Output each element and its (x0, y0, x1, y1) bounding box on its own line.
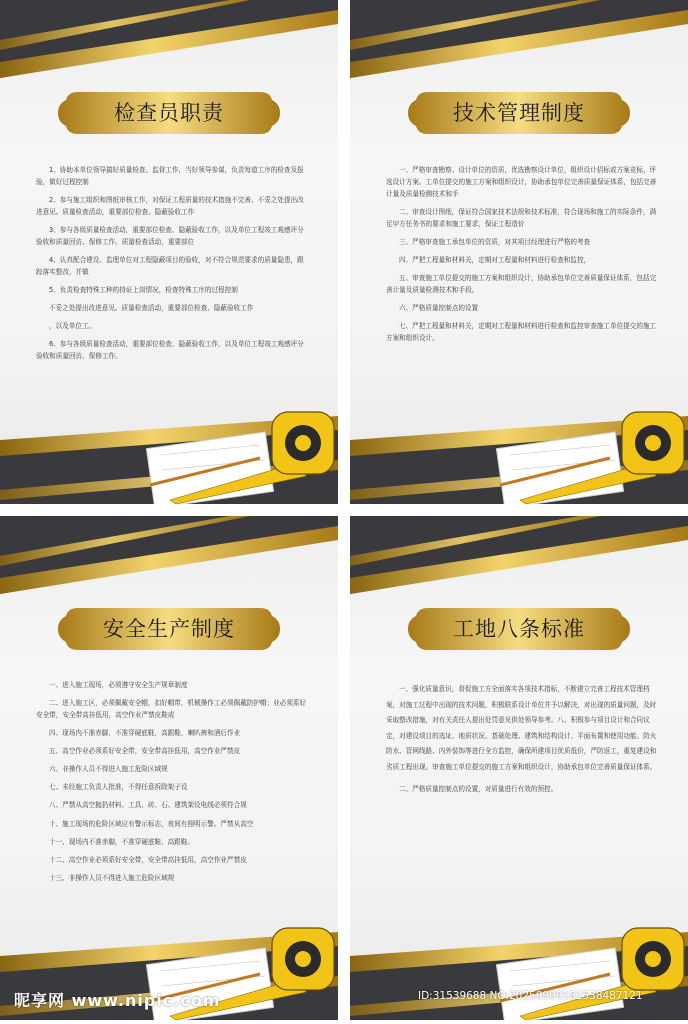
paragraph: 5、负责检查特殊工种的持证上岗情况，检查特殊工序的过程控制 (49, 286, 238, 294)
paragraph: 三、严格审查施工承包单位的资质，对其项目经理进行严格的考查 (399, 237, 591, 246)
watermark-id (418, 990, 643, 1002)
measuring-tape-illustration (140, 400, 338, 504)
duties-text (36, 165, 308, 369)
board-safety-production (0, 516, 338, 1020)
paragraph: 六、严格质量控制点的设置 (399, 304, 479, 313)
board-site-eight-standards (350, 516, 688, 1020)
watermark-logo (14, 988, 221, 1011)
safety-text (36, 680, 308, 891)
paragraph: 十、施工现场的危险区域应有警示标志，夜间有照明示警。严禁从高空 (49, 819, 254, 828)
paragraph: 4、认真配合建设、监理单位对工程隐蔽项目的验收，对不符合规范要求的质量隐患，跟踪落实整改，并做 (36, 256, 304, 276)
paragraph: 3、参与各级质量检查活动，重要部位检查、隐蔽验收工作，以及单位工程竣工观感评分验收和质量回访、保修工作。质量检查活动，重要部位 (36, 226, 304, 246)
title-banner (58, 604, 280, 654)
paragraph: 6、参与各级质量检查活动，重要部位检查、隐蔽验收工作，以及单位工程竣工观感评分验收和质量回访、保修工作。 (36, 340, 304, 361)
measuring-tape-illustration (490, 400, 688, 504)
board-title: 技术管理制度 (453, 101, 585, 125)
board-inspector-duties (0, 0, 338, 504)
paragraph: 十一、现场内不准赤脚，不准穿硬底鞋、高跟鞋。 (49, 837, 195, 846)
paragraph: 1、协助本单位领导搞好质量检查、监督工作，当好领导参谋，负责每道工序的检查及报验，做好过程控制 (36, 166, 304, 186)
management-text (386, 165, 658, 351)
paragraph: 七、未经施工负责人批准，不得任意拆除架子设 (49, 783, 188, 792)
board-title: 检查员职责 (114, 101, 224, 125)
paragraph: ，以及单位工。 (49, 322, 96, 331)
paragraph: 二、严格质量控制点的设置，对质量进行有效的预控。 (399, 784, 558, 793)
title-banner (408, 88, 630, 138)
board-title: 安全生产制度 (103, 617, 235, 641)
paragraph: 七、严把工程量和材料关，定期对工程量和材料进行检查和监控审查施工单位提交的施工方案和组织设计。 (386, 322, 657, 343)
title-banner (408, 604, 630, 654)
paragraph: 四、现场内不准赤脚，不准穿硬底鞋，高跟鞋，喇叭裤和酒后作业 (49, 729, 241, 738)
board-title: 工地八条标准 (453, 617, 585, 641)
paragraph: 不妥之处提出改进意见。质量检查活动，重要部位检查、隐蔽验收工作 (49, 304, 254, 313)
paragraph: 四、严把工程量和材料关，定期对工程量和材料进行检查和监控， (399, 256, 591, 264)
paragraph: 一、严格审查勘察、设计单位的资质，优选勘察设计单位，组织设计招标或方案竞标，评选设计方案。工单位提交的施工方案和组织设计，协助承包单位完善质量保证体系，包括完善计量及质量检测技术和手 (386, 166, 657, 198)
paragraph: 二、进入施工区，必须佩戴安全帽，扣好帽带，机械操作工必须佩戴防护帽；业必须系好安全带，安全带高挂低用，高空作业严禁皮鞋或 (36, 699, 307, 719)
paragraph: 五、审查施工单位提交的施工方案和组织设计，协助承包单位完善质量保证体系，包括完善计量及质量检测技术和手段。 (386, 274, 657, 294)
paragraph: 一、强化质量意识，督促施工方全面落实各项技术指标，不断建立完善工程技术管理档案，对施工过程中出现的技术问题，积极联系设计单位并予以解决，对出现的质量问题，及时采取整改措施，对有关责任人提出处罚意见供处领导参考。八、积极参与项目设计和合同议定，对建设项目的选址、地质状况、基础处理、建筑和结构设计、平面布置和使用功能、防火防水、管网线路、内外装饰等进行全方监控，确保所建项目优质低价，严防返工，重复建设和劣质工程出现。审查施工单位提交的施工方案和组织设计，协助承包单位完善质量保证体系。 (386, 685, 657, 771)
paragraph: 八、严禁从高空抛扔材料、工具、砖、石、建筑架设电线必须符合规 (49, 801, 247, 810)
paragraph: 十三、非操作人员不得进入施工危险区域规 (49, 873, 175, 882)
paragraph: 十二、高空作业必须系好安全带，安全带高挂低用，高空作业严禁皮 (49, 855, 247, 864)
paragraph: 2、参与施工组织和图纸审核工作，对保证工程质量的技术措施不完善、不妥之处提出改进意见。质量检查活动，重要部位检查、隐蔽验收工作 (36, 196, 304, 216)
paragraph: 一、进入施工现场，必须遵守安全生产规章制度 (49, 681, 188, 689)
paragraph: 二、审查设计图纸，保证符合国家技术法规和技术标准，符合现场和施工的实际条件，满足甲方任务书的要求和施工要求，保证工程造价 (386, 207, 657, 228)
title-banner (58, 88, 280, 138)
board-technical-management (350, 0, 688, 504)
watermark-id-text: ID:31539688 NO:20250909181538487121 (418, 990, 643, 1002)
watermark-logo-text: 昵享网 www.nipic.com (14, 991, 221, 1010)
measuring-tape-illustration (490, 916, 688, 1020)
standards-text (386, 682, 658, 804)
paragraph: 六、非操作人员不得进入施工危险区域规 (49, 765, 168, 774)
paragraph: 五、高空作业必须系好安全带，安全带高挂低用，高空作业严禁皮 (49, 747, 241, 756)
